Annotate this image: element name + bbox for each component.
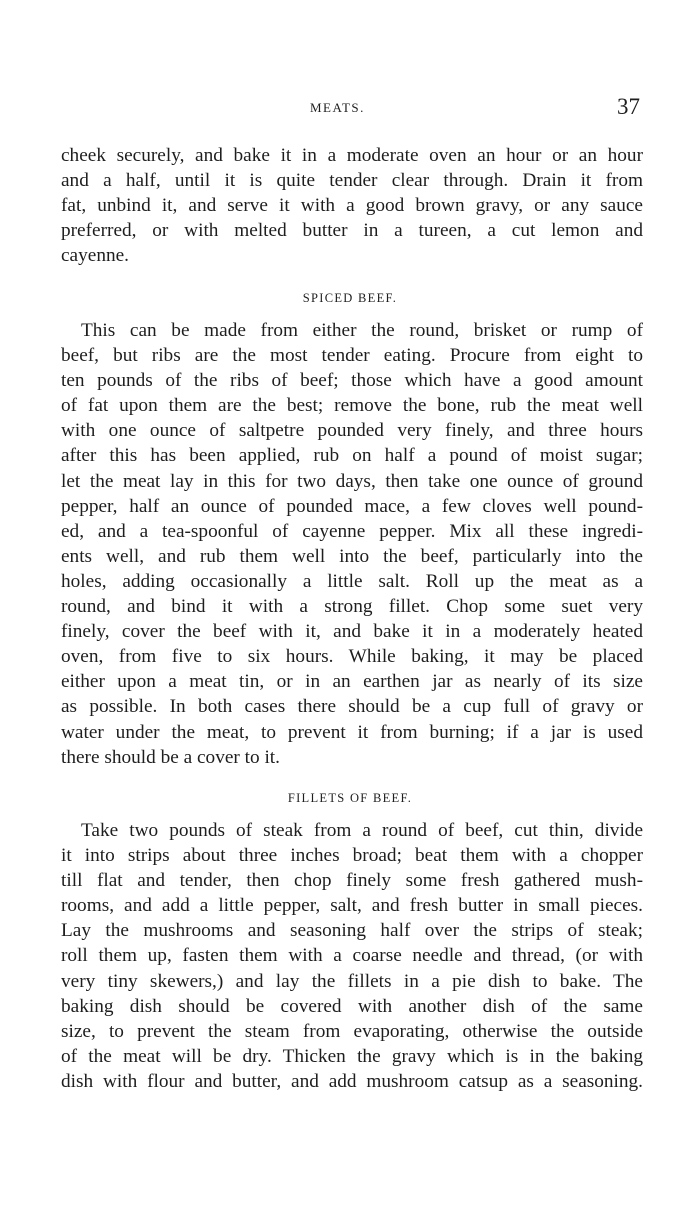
text-line: of fat upon them are the best; remove the bone, rub the meat well bbox=[61, 395, 643, 417]
text-line: preferred, or with melted butter in a tureen, a cut lemon and bbox=[61, 220, 643, 242]
running-head bbox=[0, 94, 700, 124]
text-line: fat, unbind it, and serve it with a good brown gravy, or any sauce bbox=[61, 195, 643, 217]
text-line: dish with flour and butter, and add mushroom catsup as a seasoning. bbox=[61, 1070, 643, 1092]
section-heading-fillets-of-beef: FILLETS OF BEEF. bbox=[287, 791, 413, 805]
text-line: Take two pounds of steak from a round of beef, cut thin, divide bbox=[81, 820, 643, 841]
text-line: pepper, half an ounce of pounded mace, a few cloves well pound- bbox=[61, 495, 643, 517]
text-line: beef, but ribs are the most tender eating. Procure from eight to bbox=[61, 345, 643, 367]
text-line: after this has been applied, rub on half a pound of moist sugar; bbox=[61, 445, 643, 467]
text-line: cayenne. bbox=[61, 245, 129, 267]
text-line: Lay the mushrooms and seasoning half over the strips of steak; bbox=[61, 920, 643, 942]
text-line: oven, from five to six hours. While baking, it may be placed bbox=[61, 646, 643, 668]
text-line: round, and bind it with a strong fillet. Chop some suet very bbox=[61, 596, 643, 618]
text-line: size, to prevent the steam from evaporating, otherwise the outside bbox=[61, 1020, 643, 1042]
text-line: baking dish should be covered with another dish of the same bbox=[61, 995, 643, 1017]
text-line: as possible. In both cases there should be a cup full of gravy or bbox=[61, 696, 643, 718]
text-line: of the meat will be dry. Thicken the gravy which is in the baking bbox=[61, 1045, 643, 1067]
continuation-paragraph bbox=[61, 143, 643, 268]
text-line: it into strips about three inches broad; beat them with a chopper bbox=[61, 845, 643, 867]
page-number: 37 bbox=[617, 94, 640, 119]
text-line: roll them up, fasten them with a coarse needle and thread, (or with bbox=[61, 945, 643, 967]
text-line: finely, cover the beef with it, and bake it in a moderately heated bbox=[61, 621, 643, 643]
text-line: rooms, and add a little pepper, salt, and fresh butter in small pieces. bbox=[61, 895, 643, 917]
text-line: ed, and a tea-spoonful of cayenne pepper. Mix all these ingredi- bbox=[61, 520, 643, 542]
text-line: there should be a cover to it. bbox=[61, 746, 280, 768]
text-line: very tiny skewers,) and lay the fillets in a pie dish to bake. The bbox=[61, 970, 643, 992]
spiced-beef-paragraph bbox=[61, 318, 643, 770]
text-line: ents well, and rub them well into the beef, particularly into the bbox=[61, 545, 643, 567]
text-line: and a half, until it is quite tender clear through. Drain it from bbox=[61, 170, 643, 192]
text-line: water under the meat, to prevent it from burning; if a jar is used bbox=[61, 721, 643, 743]
fillets-of-beef-paragraph bbox=[61, 818, 643, 1094]
running-title: MEATS. bbox=[310, 100, 365, 115]
text-line: till flat and tender, then chop finely some fresh gathered mush- bbox=[61, 870, 643, 892]
text-line: cheek securely, and bake it in a moderate oven an hour or an hour bbox=[61, 145, 643, 166]
text-line: either upon a meat tin, or in an earthen jar as nearly of its size bbox=[61, 671, 643, 693]
text-line: holes, adding occasionally a little salt. Roll up the meat as a bbox=[61, 570, 643, 592]
section-heading-spiced-beef: SPICED BEEF. bbox=[302, 291, 398, 305]
text-line: This can be made from either the round, brisket or rump of bbox=[81, 320, 643, 341]
text-line: let the meat lay in this for two days, then take one ounce of ground bbox=[61, 470, 643, 492]
text-line: ten pounds of the ribs of beef; those which have a good amount bbox=[61, 370, 643, 392]
text-line: with one ounce of saltpetre pounded very finely, and three hours bbox=[61, 420, 643, 442]
